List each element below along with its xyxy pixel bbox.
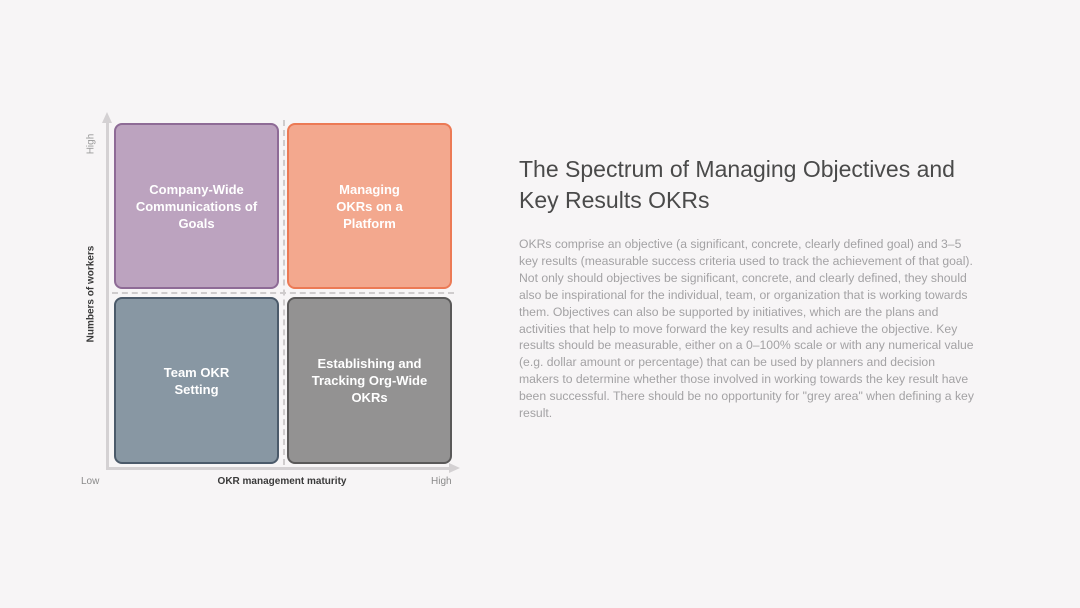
quadrant-label: Company-Wide Communications of Goals bbox=[135, 181, 258, 231]
x-axis-line bbox=[106, 467, 450, 470]
y-axis-label: Numbers of workers bbox=[85, 245, 97, 343]
quadrant-team-okr-setting bbox=[114, 297, 279, 464]
y-axis-high-label: High bbox=[85, 133, 97, 155]
x-axis-arrow-icon bbox=[449, 463, 460, 473]
quadrant-label: Establishing and Tracking Org-Wide OKRs bbox=[311, 356, 428, 405]
horizontal-divider bbox=[112, 292, 454, 294]
x-axis-label: OKR management maturity bbox=[217, 476, 347, 487]
quadrant-label: Managing OKRs on a Platform bbox=[336, 181, 403, 231]
slide-title: The Spectrum of Managing Objectives and Key Results OKRs bbox=[519, 156, 955, 213]
quadrant-establishing-tracking-okrs bbox=[287, 297, 452, 464]
y-axis-line bbox=[106, 122, 109, 470]
slide-description: OKRs comprise an objective (a significant, concrete, clearly defined goal) and 3–5 key results (measurable success criteria used to track the achievement of that goal). Not only should objectives be significant, concrete, and clearly defined, they should also be inspirational for the individual, team, or organization that is working towards them. Objectives can also be supported by initiatives, which are the plans and activities that help to move forward the key results and achieve the objective. Key results should be measurable, either on a 0–100% scale or with any numerical value (e.g. dollar amount or percentage) that can be used by planners and decision makers to determine whether those involved in working towards the key result have been successful. There should be no opportunity for "grey area" when defining a key result. bbox=[519, 237, 974, 421]
y-axis-arrow-icon bbox=[102, 112, 112, 123]
quadrant-company-wide-communications bbox=[114, 123, 279, 289]
x-axis-low-label: Low bbox=[81, 476, 100, 487]
quadrant-managing-okrs-platform bbox=[287, 123, 452, 289]
x-axis-high-label: High bbox=[431, 476, 452, 487]
quadrant-label: Team OKR Setting bbox=[163, 364, 230, 397]
